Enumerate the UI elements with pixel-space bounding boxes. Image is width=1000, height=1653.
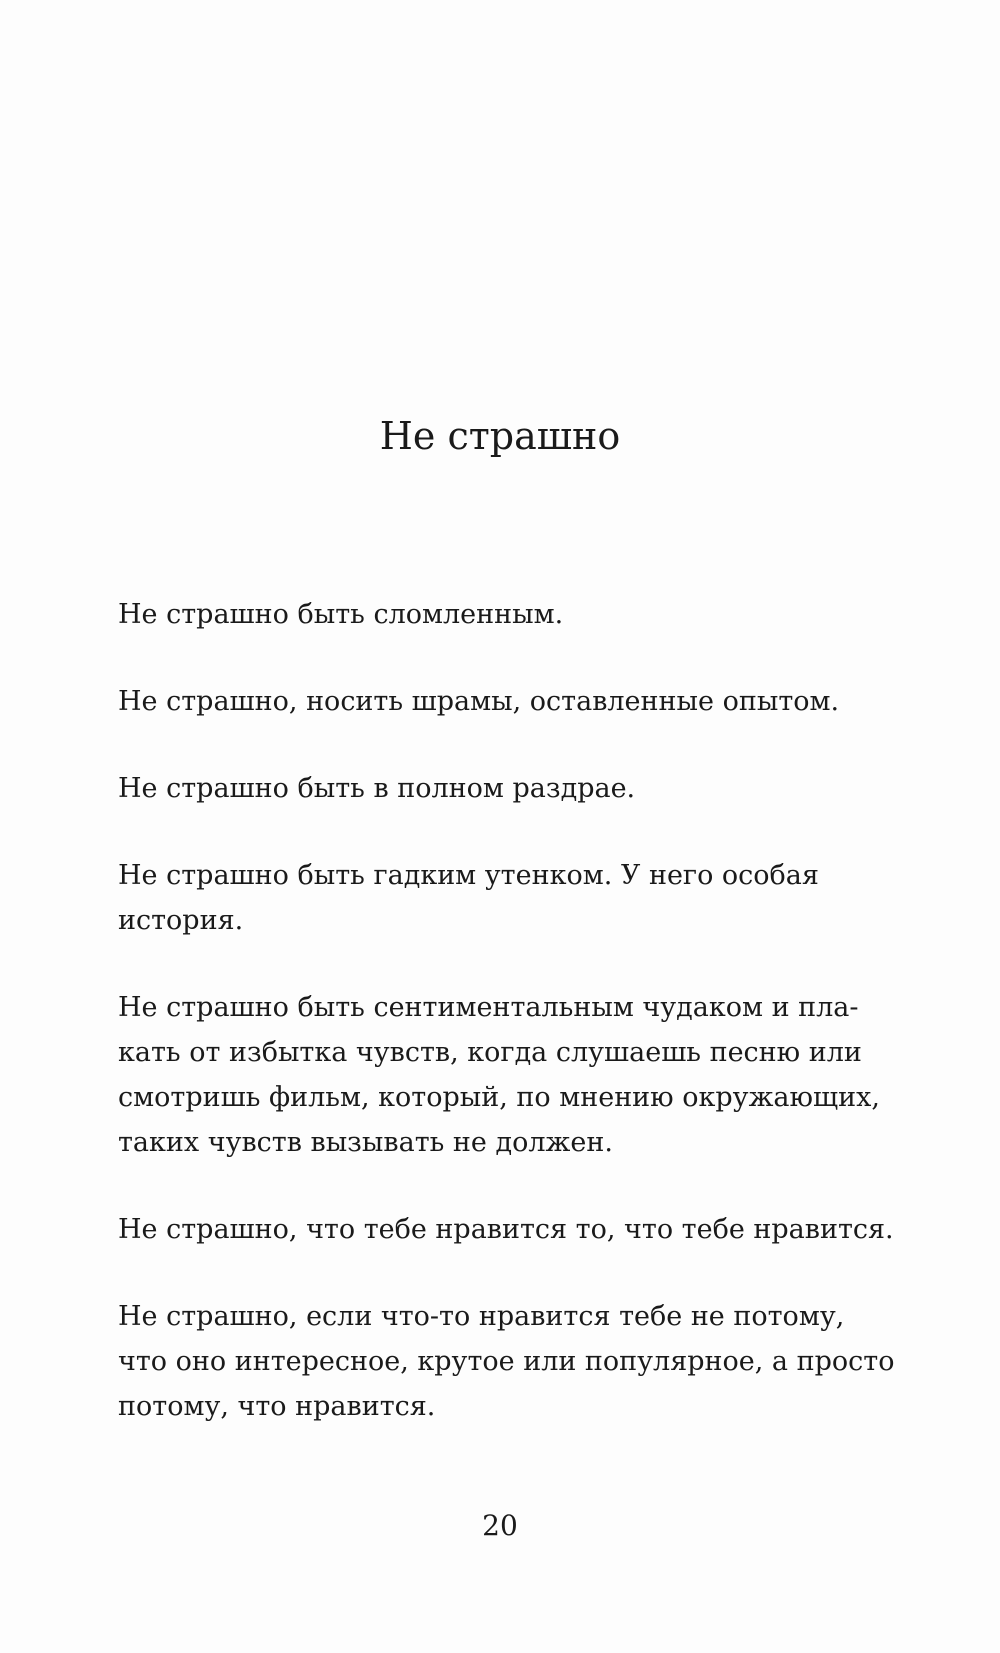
text-line: смотришь фильм, который, по мнению окружающих, [118, 1082, 880, 1113]
paragraph [118, 985, 898, 1165]
text-line: кать от избытка чувств, когда слушаешь песню или [118, 1037, 862, 1068]
page-number: 20 [482, 1509, 518, 1542]
text-line: Не страшно быть сентиментальным чудаком и пла- [118, 992, 859, 1023]
chapter-body [118, 592, 898, 1471]
text-line: история. [118, 905, 244, 936]
text-line: Не страшно, если что-то нравится тебе не потому, [118, 1301, 845, 1332]
text-line: Не страшно, что тебе нравится то, что тебе нравится. [118, 1214, 894, 1245]
text-line: Не страшно, носить шрамы, оставленные опытом. [118, 686, 840, 717]
paragraph [118, 1294, 898, 1429]
text-line: таких чувств вызывать не должен. [118, 1127, 613, 1158]
paragraph [118, 679, 898, 724]
text-line: Не страшно быть сломленным. [118, 599, 564, 630]
text-line: Не страшно быть в полном раздрае. [118, 773, 636, 804]
text-line: что оно интересное, крутое или популярное, а просто [118, 1346, 895, 1377]
paragraph [118, 853, 898, 943]
text-line: Не страшно быть гадким утенком. У него особая [118, 860, 819, 891]
paragraph [118, 766, 898, 811]
chapter-title: Не страшно [379, 414, 621, 458]
text-line: потому, что нравится. [118, 1391, 436, 1422]
paragraph [118, 1207, 898, 1252]
paragraph [118, 592, 898, 637]
